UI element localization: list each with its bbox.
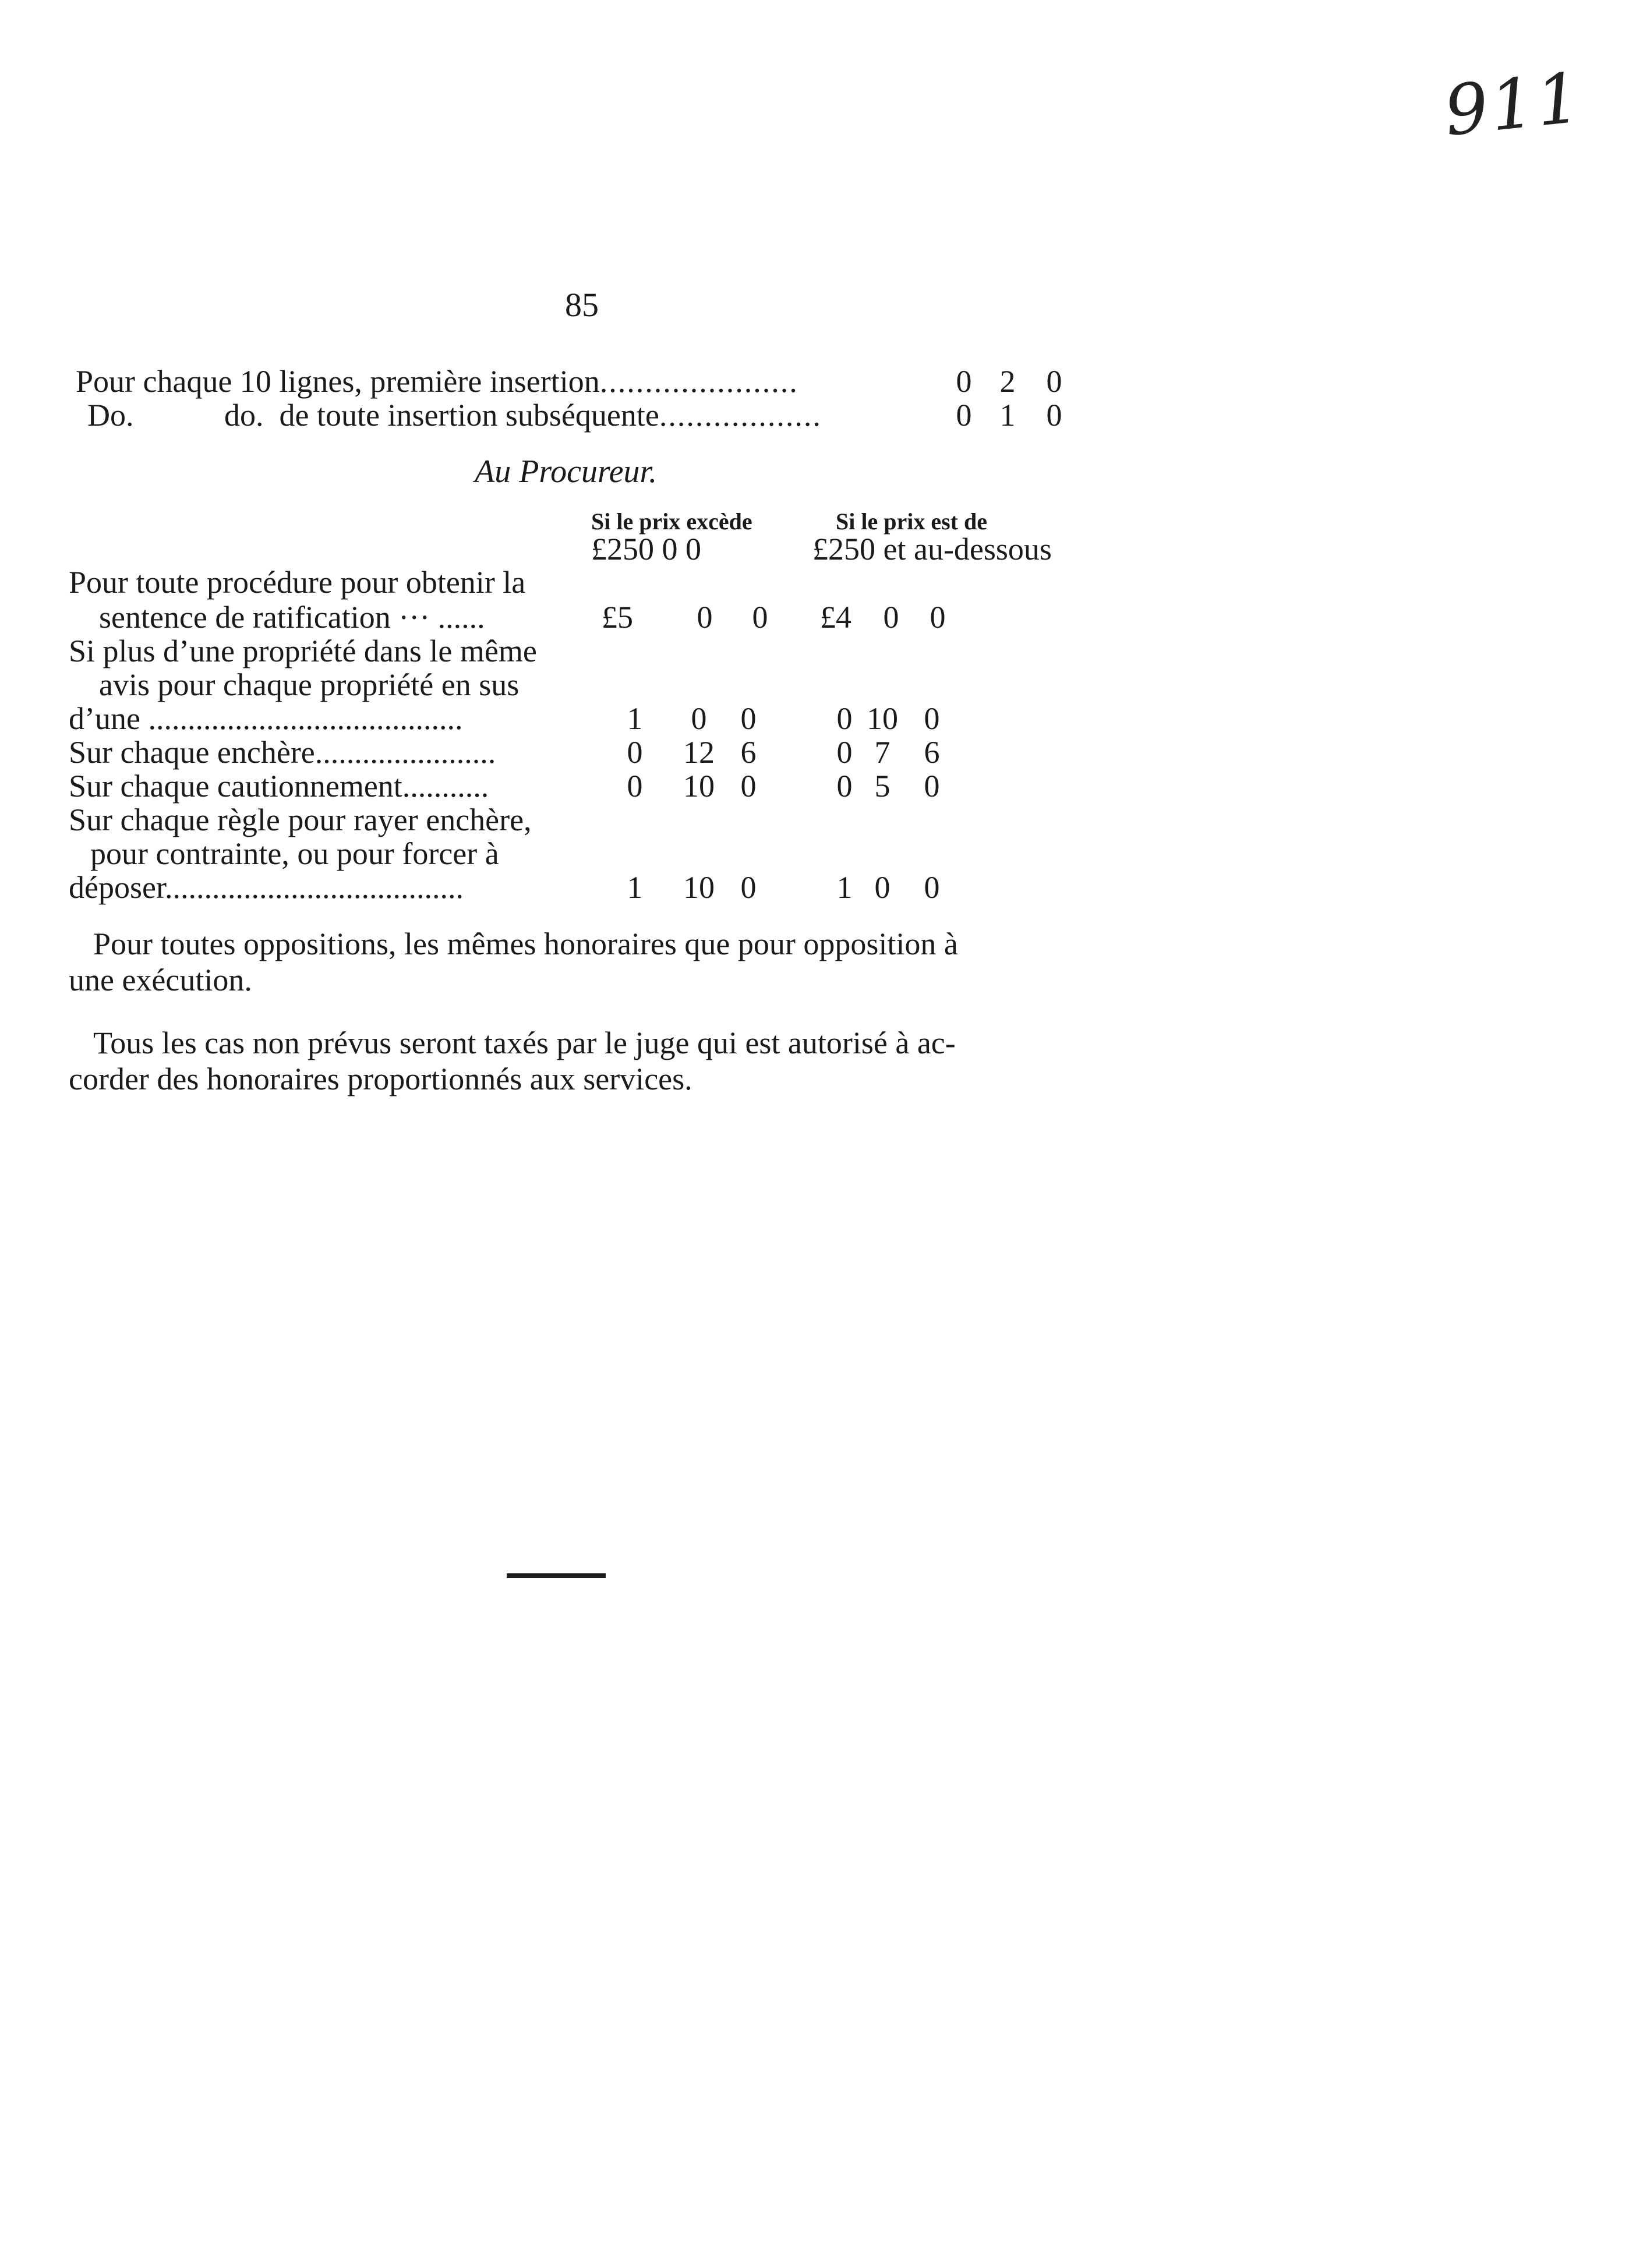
paragraph-oppositions-line2: une exécution. [69, 963, 252, 997]
fee-row-label: déposer...................................... [69, 870, 464, 905]
column-header-exceeds-line1: Si le prix excède [591, 508, 752, 535]
fee-row-label: Pour toute procédure pour obtenir la [69, 565, 526, 600]
column-header-exceeds-line2: £250 0 0 [591, 532, 701, 567]
fee-value: 0 [697, 600, 713, 635]
dot-leader: .................. [659, 398, 822, 433]
fee-value: 0 [956, 398, 972, 433]
fee-value: 0 [627, 735, 643, 770]
fee-value: 0 [740, 701, 757, 736]
fee-value: 0 [691, 701, 707, 736]
fee-value: 6 [740, 735, 757, 770]
fee-value: 0 [874, 870, 891, 905]
section-heading: Au Procureur. [475, 454, 658, 490]
fee-value: 0 [836, 701, 853, 736]
fee-row-label: Sur chaque cautionnement........... [69, 769, 489, 804]
fee-value: 0 [836, 735, 853, 770]
fee-value: 1 [836, 870, 853, 905]
fee-value: 0 [1046, 398, 1062, 433]
fee-value: 0 [930, 600, 946, 635]
fee-value: 0 [1046, 364, 1062, 399]
fee-value: 1 [627, 870, 643, 905]
fee-row-label: sentence de ratification ··· ...... [99, 600, 485, 635]
fee-value: 0 [924, 769, 940, 804]
paragraph-cas-non-prevus-line1: Tous les cas non prévus seront taxés par le juge qui est autorisé à ac- [93, 1025, 956, 1060]
column-header-below-line1: Si le prix est de [836, 508, 987, 535]
fee-row-label: d’une ........................................ [69, 701, 463, 736]
fee-value: 0 [924, 870, 940, 905]
fee-value: 0 [740, 870, 757, 905]
dot-leader: ...................... [599, 364, 798, 399]
fee-value: 7 [874, 735, 891, 770]
insertion-fee-subsequent-do: Do. [87, 398, 134, 433]
fee-row-label: avis pour chaque propriété en sus [99, 667, 520, 702]
fee-value: 5 [874, 769, 891, 804]
ditto-mark: do. [224, 398, 264, 433]
fee-value: £5 [602, 600, 633, 635]
fee-value: £4 [820, 600, 851, 635]
fee-value: 0 [883, 600, 899, 635]
fee-value: 10 [867, 701, 898, 736]
fee-value: 10 [683, 870, 715, 905]
fee-value: 0 [836, 769, 853, 804]
fee-row-label: Si plus d’une propriété dans le même [69, 634, 537, 668]
fee-value: 12 [683, 735, 715, 770]
fee-value: 1 [999, 398, 1016, 433]
insertion-fee-first-text: Pour chaque 10 lignes, première insertion [76, 364, 600, 399]
paragraph-cas-non-prevus-line2: corder des honoraires proportionnés aux services. [69, 1062, 692, 1096]
fee-row-label: Sur chaque règle pour rayer enchère, [69, 802, 532, 837]
paragraph-oppositions-line1: Pour toutes oppositions, les mêmes honoraires que pour opposition à [93, 926, 958, 961]
fee-value: 6 [924, 735, 940, 770]
fee-value: 0 [956, 364, 972, 399]
fee-value: 2 [999, 364, 1016, 399]
fee-row-label: pour contrainte, ou pour forcer à [90, 836, 499, 871]
fee-value: 0 [752, 600, 768, 635]
fee-value: 0 [627, 769, 643, 804]
insertion-fee-subsequent-label [224, 398, 822, 433]
page-number: 85 [565, 286, 599, 324]
fee-value: 0 [740, 769, 757, 804]
fee-value: 1 [627, 701, 643, 736]
fee-row-label: Sur chaque enchère....................... [69, 735, 496, 770]
fee-value: 0 [924, 701, 940, 736]
insertion-fee-subsequent-text: de toute insertion subséquente [279, 398, 659, 433]
insertion-fee-first-label [76, 364, 798, 399]
handwritten-folio-number: 911 [1440, 56, 1586, 152]
fee-value: 10 [683, 769, 715, 804]
column-header-below-line2: £250 et au-dessous [812, 532, 1052, 567]
closing-rule [507, 1573, 606, 1578]
